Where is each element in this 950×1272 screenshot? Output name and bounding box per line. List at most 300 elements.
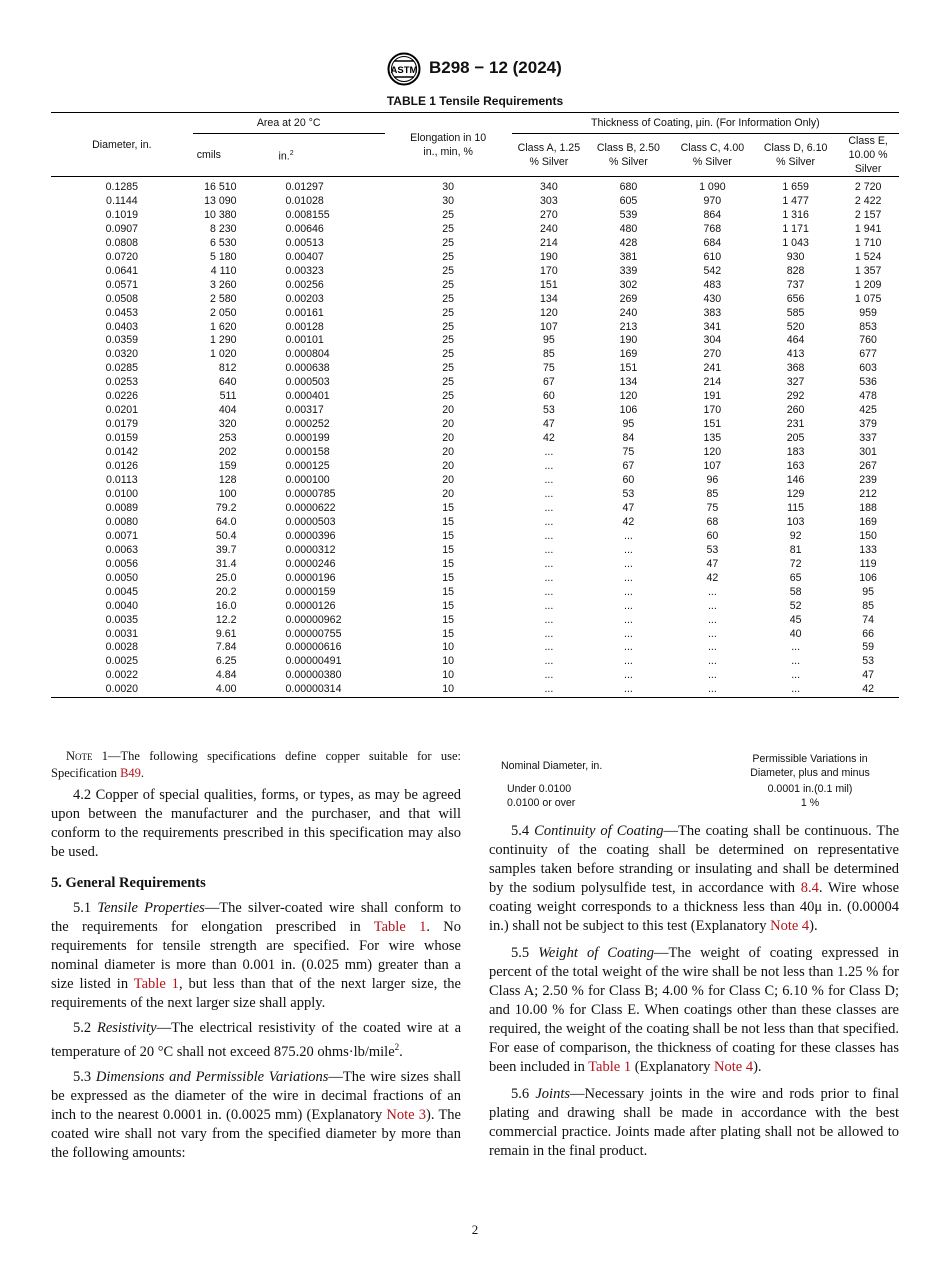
cell-area-in2: 0.0000312 — [285, 543, 336, 556]
cell-diameter: 0.0571 — [105, 278, 139, 291]
cell-class-d: 327 — [786, 376, 805, 389]
cell-class-d: 45 — [789, 613, 802, 626]
cell-elongation: 25 — [442, 362, 455, 375]
table-row — [51, 223, 899, 237]
cell-class-b: ... — [624, 557, 633, 570]
header-class-e: Class E, 10.00 % Silver — [837, 134, 899, 177]
cell-diameter: 0.0201 — [105, 404, 139, 417]
cell-class-c: 60 — [706, 529, 719, 542]
cell-diameter: 0.0040 — [105, 599, 139, 612]
table-row — [51, 614, 899, 628]
cell-class-e: 2 720 — [854, 181, 882, 193]
cell-class-a: ... — [544, 543, 554, 556]
cell-diameter: 0.0056 — [105, 557, 139, 570]
cell-elongation: 15 — [442, 599, 455, 612]
cell-cmils: 16 510 — [204, 181, 237, 193]
header-class-b: Class B, 2.50 % Silver — [586, 134, 671, 177]
cell-elongation: 15 — [442, 529, 455, 542]
cell-class-a: 75 — [542, 362, 555, 375]
cell-class-e: 42 — [862, 683, 875, 696]
cell-diameter: 0.0285 — [105, 362, 139, 375]
cell-elongation: 15 — [442, 557, 455, 570]
header-class-a: Class A, 1.25 % Silver — [512, 134, 586, 177]
header-area-group: Area at 20 °C — [193, 113, 385, 134]
cell-class-d: 464 — [786, 334, 805, 347]
table-row — [51, 474, 899, 488]
cell-elongation: 10 — [442, 655, 455, 668]
cell-class-b: ... — [624, 641, 633, 654]
tensile-requirements-table — [51, 112, 899, 698]
cell-elongation: 15 — [442, 627, 455, 640]
cell-class-c: ... — [707, 641, 717, 654]
cell-diameter: 0.0720 — [105, 250, 139, 263]
cell-area-in2: 0.0000503 — [285, 515, 336, 528]
paragraph-5-1 — [51, 899, 461, 1013]
cell-class-d: 129 — [786, 487, 805, 500]
cell-class-a: ... — [544, 655, 554, 668]
cell-cmils: 2 050 — [209, 306, 237, 319]
cell-class-d: 40 — [789, 627, 802, 640]
cell-class-c: 68 — [706, 515, 719, 528]
p52-sup: 2 — [394, 1042, 400, 1052]
cell-class-c: 241 — [703, 362, 722, 375]
cell-diameter: 0.0025 — [105, 655, 139, 668]
cell-elongation: 20 — [442, 446, 455, 459]
cell-class-b: 42 — [622, 515, 635, 528]
cell-elongation: 15 — [442, 501, 455, 514]
p54-text-c: ). — [809, 918, 818, 934]
cell-class-b: 190 — [619, 334, 638, 347]
p52-end: . — [399, 1043, 403, 1060]
cell-class-c: 120 — [703, 446, 722, 459]
paragraph-5-2 — [51, 1019, 461, 1062]
table-row — [51, 432, 899, 446]
variations-row — [489, 780, 899, 796]
cell-class-c: ... — [707, 585, 717, 598]
cell-diameter: 0.1285 — [105, 181, 139, 193]
table-row — [51, 655, 899, 669]
table-row — [51, 572, 899, 586]
note-4-link[interactable]: Note 4 — [770, 918, 810, 934]
cell-elongation: 15 — [442, 543, 455, 556]
cell-area-in2: 0.00000616 — [285, 641, 342, 654]
cell-class-a: ... — [544, 515, 554, 528]
cell-class-d: 930 — [786, 250, 805, 263]
cell-area-in2: 0.000804 — [285, 348, 330, 361]
cell-elongation: 20 — [442, 432, 455, 445]
cell-class-a: 120 — [540, 306, 558, 319]
p53-text-a: —The wire sizes shall be expressed as the diameter of the wire in decimal fractions of an inch to the nearest 0.0001 in. (0.0025 mm) (Explanatory — [51, 1068, 462, 1123]
cell-area-in2: 0.01297 — [285, 181, 324, 193]
cell-class-c: 47 — [706, 557, 719, 570]
cell-class-d: 205 — [786, 432, 805, 445]
cell-class-e: 1 209 — [854, 278, 882, 291]
cell-elongation: 15 — [442, 585, 455, 598]
cell-class-a: 240 — [540, 222, 558, 235]
cell-class-b: 134 — [619, 376, 638, 389]
cell-class-a: ... — [544, 501, 554, 514]
left-text-column — [51, 748, 461, 1169]
cell-class-a: 170 — [540, 264, 558, 277]
cell-diameter: 0.0113 — [106, 474, 138, 487]
cell-class-c: ... — [707, 669, 717, 682]
cell-diameter: 0.0508 — [105, 292, 139, 305]
cell-class-e: 106 — [859, 571, 877, 584]
note-1-end: . — [140, 766, 145, 780]
cell-class-b: ... — [624, 627, 633, 640]
cell-elongation: 25 — [442, 306, 455, 319]
cell-class-d: 183 — [786, 446, 805, 459]
cell-class-c: 170 — [703, 404, 722, 417]
cell-class-e: 66 — [862, 627, 875, 640]
cell-diameter: 0.0031 — [105, 627, 139, 640]
cell-area-in2: 0.00513 — [285, 236, 324, 249]
cell-class-c: 135 — [703, 432, 722, 445]
p51-number: 5.1 — [73, 900, 98, 916]
cell-area-in2: 0.008155 — [285, 208, 330, 221]
header-in2 — [275, 134, 385, 177]
cell-class-a: 190 — [540, 250, 558, 263]
cell-class-d: ... — [791, 669, 801, 682]
table-row — [51, 586, 899, 600]
cell-class-d: 292 — [786, 390, 805, 403]
cell-class-b: 339 — [619, 264, 638, 277]
cell-class-d: 103 — [786, 515, 805, 528]
cell-class-b: 240 — [619, 306, 638, 319]
astm-logo-icon — [386, 52, 422, 86]
cell-cmils: 1 020 — [209, 348, 237, 361]
cell-class-a: 42 — [542, 432, 555, 445]
cell-class-e: 85 — [862, 599, 875, 612]
cell-elongation: 30 — [442, 181, 455, 193]
cell-class-a: 134 — [540, 292, 558, 305]
cell-elongation: 15 — [442, 571, 455, 584]
cell-class-e: 95 — [862, 585, 875, 598]
p56-number: 5.6 — [511, 1086, 536, 1102]
cell-area-in2: 0.00000314 — [285, 683, 342, 696]
p55-number: 5.5 — [511, 945, 539, 961]
cell-elongation: 30 — [442, 194, 455, 207]
p55-text-b: (Explanatory — [631, 1059, 715, 1075]
cell-cmils: 39.7 — [215, 543, 237, 556]
cell-class-b: ... — [624, 529, 633, 542]
cell-area-in2: 0.00646 — [285, 222, 324, 235]
cell-class-d: 368 — [786, 362, 805, 375]
cell-class-a: ... — [544, 627, 554, 640]
cell-area-in2: 0.0000159 — [285, 585, 336, 598]
cell-diameter: 0.0080 — [105, 515, 139, 528]
table-row — [51, 237, 899, 251]
cell-class-b: 605 — [619, 194, 638, 207]
variations-cell: Under 0.0100 — [507, 783, 572, 795]
cell-class-d: 52 — [789, 599, 802, 612]
cell-area-in2: 0.00101 — [285, 334, 324, 347]
cell-class-e: 1 941 — [854, 222, 882, 235]
cell-class-c: 864 — [703, 208, 722, 221]
cell-area-in2: 0.00128 — [285, 320, 324, 333]
note-4-link[interactable]: Note 4 — [714, 1059, 754, 1075]
table-row — [51, 209, 899, 223]
cell-class-b: ... — [624, 599, 633, 612]
b49-link[interactable]: B49 — [120, 766, 141, 780]
cell-elongation: 20 — [442, 474, 455, 487]
cell-class-a: ... — [544, 529, 554, 542]
section-8-4-link[interactable]: 8.4 — [800, 880, 819, 896]
note-1-text: —The following specifications define copper suitable for use: Specification — [51, 749, 461, 780]
table-row — [51, 362, 899, 376]
cell-area-in2: 0.000503 — [285, 376, 330, 389]
cell-cmils: 7.84 — [215, 641, 237, 654]
cell-class-c: 151 — [703, 418, 722, 431]
cell-cmils: 6 530 — [209, 236, 237, 249]
section-5-heading: 5. General Requirements — [51, 875, 206, 891]
cell-cmils: 4.84 — [215, 669, 237, 682]
cell-cmils: 511 — [219, 390, 237, 403]
cell-class-d: 231 — [786, 418, 805, 431]
cell-class-d: 81 — [789, 543, 802, 556]
cell-class-a: 67 — [542, 376, 555, 389]
cell-diameter: 0.0063 — [105, 543, 139, 556]
cell-diameter: 0.0071 — [105, 529, 139, 542]
cell-diameter: 0.0253 — [105, 376, 139, 389]
cell-area-in2: 0.00000755 — [285, 627, 342, 640]
cell-area-in2: 0.0000622 — [285, 501, 336, 514]
cell-class-d: 65 — [789, 571, 802, 584]
cell-area-in2: 0.00323 — [285, 264, 324, 277]
cell-class-c: 341 — [703, 320, 722, 333]
cell-class-e: 677 — [859, 348, 877, 361]
cell-elongation: 10 — [442, 669, 455, 682]
table-row — [51, 628, 899, 642]
cell-diameter: 0.1019 — [105, 208, 139, 221]
p54-text-a: —The coating shall be continuous. The continuity of the coating shall be determined on representative samples taken before stranding or insulating and shall be determined by the sodium polysulfide test, in accordance with — [489, 823, 900, 896]
cell-class-e: 1 710 — [854, 236, 882, 249]
cell-diameter: 0.1144 — [106, 194, 138, 207]
cell-diameter: 0.0126 — [105, 460, 139, 473]
note-1 — [51, 748, 461, 782]
cell-class-b: 213 — [619, 320, 638, 333]
table-row — [51, 600, 899, 614]
cell-area-in2: 0.000252 — [285, 418, 330, 431]
cell-class-a: ... — [544, 613, 554, 626]
paragraph-5-5 — [489, 944, 899, 1077]
cell-class-b: 269 — [619, 292, 638, 305]
cell-class-d: 656 — [786, 292, 805, 305]
cell-class-a: ... — [544, 669, 554, 682]
p51-text-b: . No requirements for tensile strength are specified. For wire whose nominal diameter is more than 0.001 in. (0.025 mm) greater than a size listed in — [51, 919, 461, 992]
table-row — [51, 321, 899, 335]
cell-elongation: 25 — [442, 250, 455, 263]
cell-class-c: 610 — [703, 250, 722, 263]
cell-class-a: 85 — [542, 348, 555, 361]
cell-class-b: 169 — [619, 348, 638, 361]
cell-class-a: ... — [544, 557, 554, 570]
table-1-link[interactable]: Table 1 — [588, 1059, 632, 1075]
cell-cmils: 50.4 — [215, 529, 237, 542]
cell-elongation: 25 — [442, 222, 455, 235]
cell-class-e: 212 — [859, 487, 877, 500]
cell-class-c: ... — [707, 683, 717, 696]
cell-class-e: 59 — [862, 641, 875, 654]
cell-cmils: 12.2 — [215, 613, 237, 626]
cell-cmils: 2 580 — [209, 292, 237, 305]
header-cmils: cmils — [193, 134, 275, 177]
cell-cmils: 13 090 — [204, 194, 237, 207]
cell-class-a: ... — [544, 585, 554, 598]
cell-cmils: 4.00 — [215, 683, 237, 696]
table-row — [51, 669, 899, 683]
cell-cmils: 79.2 — [215, 501, 237, 514]
cell-class-b: 428 — [619, 236, 638, 249]
cell-class-a: ... — [544, 571, 554, 584]
cell-class-e: 267 — [859, 460, 877, 473]
cell-class-c: 1 090 — [699, 181, 726, 193]
cell-class-c: 214 — [703, 376, 722, 389]
cell-cmils: 128 — [218, 474, 237, 487]
cell-class-e: 1 357 — [854, 264, 882, 277]
paragraph-5-4 — [489, 822, 899, 936]
cell-cmils: 31.4 — [215, 557, 237, 570]
cell-elongation: 15 — [442, 613, 455, 626]
cell-class-e: 2 157 — [854, 208, 882, 221]
p53-number: 5.3 — [73, 1068, 96, 1085]
cell-area-in2: 0.01028 — [285, 194, 324, 207]
table-row — [51, 558, 899, 572]
cell-diameter: 0.0100 — [105, 487, 139, 500]
cell-diameter: 0.0028 — [105, 641, 139, 654]
cell-class-b: ... — [624, 571, 633, 584]
cell-cmils: 404 — [218, 404, 237, 417]
variations-row — [489, 796, 899, 810]
p55-text-c: ). — [753, 1059, 762, 1075]
cell-diameter: 0.0907 — [105, 222, 139, 235]
cell-diameter: 0.0050 — [105, 571, 139, 584]
cell-area-in2: 0.000638 — [285, 362, 330, 375]
p54-text-b: . Wire whose coating weight corresponds to a thickness less than 40μ in. (0.00004 in.) shall not be subject to this test (Explanatory — [489, 880, 900, 934]
cell-area-in2: 0.00161 — [285, 306, 324, 319]
cell-class-d: 92 — [789, 529, 802, 542]
cell-class-b: ... — [624, 543, 633, 556]
cell-class-a: ... — [544, 641, 554, 654]
table-row — [51, 516, 899, 530]
cell-diameter: 0.0320 — [105, 348, 139, 361]
cell-elongation: 25 — [442, 348, 455, 361]
cell-class-a: ... — [544, 599, 554, 612]
cell-area-in2: 0.0000126 — [285, 599, 336, 612]
header-elongation: Elongation in 10 in., min, % — [385, 113, 512, 177]
table-row — [51, 641, 899, 655]
table-1-link[interactable]: Table 1 — [373, 919, 427, 935]
p53-title: Dimensions and Permissible Variations — [95, 1068, 329, 1085]
cell-class-b: 47 — [622, 501, 635, 514]
cell-class-e: 47 — [862, 669, 875, 682]
cell-class-e: 1 075 — [854, 292, 882, 305]
cell-class-d: ... — [791, 655, 801, 668]
cell-class-a: 214 — [540, 236, 558, 249]
variations-cell: 0.0001 in.(0.1 mil) — [767, 783, 853, 795]
p52-title: Resistivity — [96, 1020, 157, 1036]
cell-diameter: 0.0641 — [105, 264, 139, 277]
cell-class-a: 340 — [540, 181, 558, 193]
cell-class-e: 379 — [859, 418, 877, 431]
note-3-link[interactable]: Note 3 — [386, 1106, 427, 1123]
cell-area-in2: 0.0000396 — [285, 529, 336, 542]
paragraph-5-6 — [489, 1085, 899, 1161]
cell-class-c: ... — [707, 655, 717, 668]
cell-class-b: 67 — [622, 460, 635, 473]
cell-class-d: 115 — [787, 501, 805, 514]
variations-header-diameter: Nominal Diameter, in. — [501, 760, 603, 772]
cell-cmils: 640 — [218, 376, 237, 389]
cell-area-in2: 0.000125 — [285, 460, 330, 473]
table-row — [51, 404, 899, 418]
cell-class-b: 480 — [619, 222, 638, 235]
table-row — [51, 195, 899, 209]
cell-elongation: 20 — [442, 404, 455, 417]
cell-class-c: 430 — [703, 292, 722, 305]
cell-elongation: 10 — [442, 641, 455, 654]
cell-cmils: 812 — [218, 362, 237, 375]
cell-class-b: 302 — [619, 278, 638, 291]
cell-elongation: 25 — [442, 292, 455, 305]
cell-class-e: 74 — [862, 613, 875, 626]
cell-class-e: 119 — [859, 557, 877, 570]
cell-class-c: 42 — [706, 571, 719, 584]
cell-cmils: 64.0 — [215, 515, 237, 528]
cell-diameter: 0.0142 — [105, 446, 139, 459]
cell-elongation: 20 — [442, 460, 455, 473]
variations-cell: 1 % — [800, 797, 820, 809]
cell-diameter: 0.0089 — [105, 501, 139, 514]
cell-class-b: 120 — [619, 390, 638, 403]
cell-class-c: 96 — [706, 474, 719, 487]
cell-elongation: 25 — [442, 320, 455, 333]
cell-cmils: 320 — [218, 418, 237, 431]
cell-class-c: 383 — [703, 306, 722, 319]
cell-class-d: ... — [791, 641, 801, 654]
cell-area-in2: 0.000401 — [285, 390, 330, 403]
table-1-link[interactable]: Table 1 — [133, 976, 179, 992]
cell-class-a: 303 — [540, 194, 558, 207]
cell-class-e: 478 — [859, 390, 877, 403]
cell-class-a: ... — [544, 487, 554, 500]
header-thickness-group: Thickness of Coating, μin. (For Information Only) — [512, 113, 899, 134]
cell-elongation: 25 — [442, 264, 455, 277]
cell-class-e: 301 — [859, 446, 877, 459]
header-class-d: Class D, 6.10 % Silver — [754, 134, 837, 177]
cell-class-d: 1 316 — [782, 208, 809, 221]
cell-class-b: 75 — [622, 446, 635, 459]
cell-diameter: 0.0226 — [105, 390, 139, 403]
table-row — [51, 334, 899, 348]
cell-class-b: 680 — [619, 181, 638, 193]
cell-class-b: 53 — [622, 487, 635, 500]
cell-cmils: 16.0 — [215, 599, 237, 612]
cell-elongation: 25 — [442, 390, 455, 403]
cell-cmils: 3 260 — [209, 278, 237, 291]
page-header — [0, 52, 950, 86]
table-row — [51, 530, 899, 544]
cell-class-a: 47 — [542, 418, 555, 431]
cell-diameter: 0.0045 — [105, 585, 139, 598]
cell-cmils: 1 290 — [209, 334, 237, 347]
cell-class-e: 1 524 — [854, 250, 882, 263]
cell-diameter: 0.0808 — [105, 236, 139, 249]
cell-elongation: 25 — [442, 376, 455, 389]
cell-class-c: 191 — [703, 390, 722, 403]
cell-cmils: 159 — [218, 460, 237, 473]
cell-class-c: 768 — [703, 222, 722, 235]
